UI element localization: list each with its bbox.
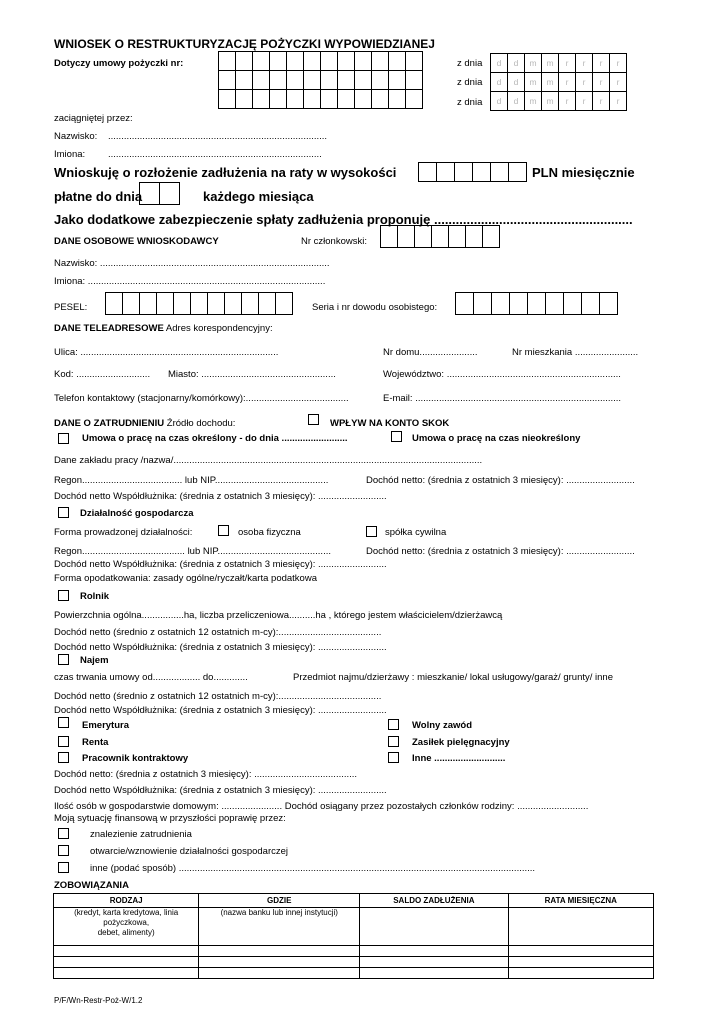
employer-name-field[interactable]: Dane zakładu pracy /nazwa/..................................................................................................................... <box>54 455 483 466</box>
flat-no-field[interactable]: Nr mieszkania ........................ <box>512 347 639 358</box>
freelance-label: Wolny zawód <box>412 720 472 731</box>
id-card-cell[interactable] <box>492 293 510 315</box>
pesel-cell[interactable] <box>106 293 123 315</box>
civil-partnership-label: spółka cywilna <box>385 527 447 538</box>
loan-number-cell[interactable] <box>338 90 355 109</box>
regon-nip-field-1[interactable]: Regon...................................... lub NIP........................................... <box>54 475 329 486</box>
co-borrower-income-2[interactable]: Dochód netto Współdłużnika: (średnia z ostatnich 3 miesięcy): .......................... <box>54 559 387 570</box>
amount-cell[interactable] <box>419 163 437 182</box>
date-cell[interactable]: d <box>508 73 525 92</box>
loan-number-cell[interactable] <box>338 71 355 90</box>
id-card-cell[interactable] <box>546 293 564 315</box>
installment-text: Wnioskuję o rozłożenie zadłużenia na raty w wysokości <box>54 165 397 180</box>
amount-cell[interactable] <box>437 163 455 182</box>
net-income-field-3[interactable]: Dochód netto: (średnia z ostatnich 3 miesięcy): ....................................... <box>54 769 358 780</box>
loan-number-cell[interactable] <box>406 71 423 90</box>
id-card-label: Seria i nr dowodu osobistego: <box>312 302 438 313</box>
date-cell[interactable]: r <box>593 54 610 73</box>
loan-number-cell[interactable] <box>372 52 389 71</box>
pesel-cell[interactable] <box>140 293 157 315</box>
street-field[interactable]: Ulica: ........................................................................... <box>54 347 279 358</box>
obligations-heading: ZOBOWIĄZANIA <box>54 880 129 891</box>
contract-worker-label: Pracownik kontraktowy <box>82 753 189 764</box>
date-cell[interactable]: r <box>593 92 610 111</box>
annuity-checkbox[interactable] <box>58 736 69 747</box>
date-cell[interactable]: m <box>525 54 542 73</box>
fixed-term-checkbox[interactable] <box>58 433 69 444</box>
member-no-label: Nr członkowski: <box>301 236 367 247</box>
farmer-checkbox[interactable] <box>58 590 69 601</box>
lease-checkbox[interactable] <box>58 654 69 665</box>
date-cell[interactable]: d <box>508 54 525 73</box>
names-label: Imiona: <box>54 149 86 160</box>
id-card-cell[interactable] <box>600 293 618 315</box>
date-cell[interactable]: r <box>576 73 593 92</box>
loan-number-cell[interactable] <box>287 71 304 90</box>
amount-cell[interactable] <box>491 163 509 182</box>
loan-number-cell[interactable] <box>406 52 423 71</box>
opt-job-checkbox[interactable] <box>58 828 69 839</box>
id-card-cell[interactable] <box>474 293 492 315</box>
loan-number-cell[interactable] <box>304 71 321 90</box>
co-borrower-income-4[interactable]: Dochód netto Współdłużnika: (średnia z ostatnich 3 miesięcy): .......................... <box>54 705 387 716</box>
contact-heading <box>54 323 273 334</box>
lease-subject: Przedmiot najmu/dzierżawy : mieszkanie/ lokal usługowy/garaż/ grunty/ inne <box>293 672 613 683</box>
pesel-cell[interactable] <box>191 293 208 315</box>
borrower-names-field[interactable]: ................................................................................. <box>108 149 322 160</box>
loan-number-cell[interactable] <box>236 52 253 71</box>
member-no-cell[interactable] <box>398 226 415 248</box>
postcode-field[interactable]: Kod: ............................ <box>54 369 151 380</box>
taken-by-label: zaciągniętej przez: <box>54 113 133 124</box>
date-cell[interactable]: m <box>525 73 542 92</box>
other-income-label[interactable]: Inne ........................... <box>412 753 506 764</box>
date-label-2: z dnia <box>457 77 483 88</box>
member-no-cell[interactable] <box>415 226 432 248</box>
loan-number-cell[interactable] <box>321 71 338 90</box>
income-source-label: Źródło dochodu: <box>166 418 236 429</box>
amount-cell[interactable] <box>509 163 527 182</box>
member-no-cell[interactable] <box>381 226 398 248</box>
loan-number-cell[interactable] <box>389 90 406 109</box>
applicant-surname-field[interactable]: Nazwisko: ....................................................................................... <box>54 258 330 269</box>
phone-field[interactable]: Telefon kontaktowy (stacjonarny/komórkowy):....................................... <box>54 393 349 404</box>
freelance-checkbox[interactable] <box>388 719 399 730</box>
borrower-surname-field[interactable]: ................................................................................... <box>108 131 328 142</box>
pesel-cell[interactable] <box>123 293 140 315</box>
net-income-field-2[interactable]: Dochód netto: (średnia z ostatnich 3 miesięcy): .......................... <box>366 546 635 557</box>
loan-number-cell[interactable] <box>236 71 253 90</box>
member-no-grid[interactable] <box>380 225 500 248</box>
id-card-cell[interactable] <box>582 293 600 315</box>
lease-period-field[interactable]: czas trwania umowy od.................. do............. <box>54 672 248 683</box>
footer-code: P/F/Wn-Restr-Poż-W/1.2 <box>54 996 143 1005</box>
loan-number-cell[interactable] <box>253 90 270 109</box>
contact-heading-title: DANE TELEADRESOWE <box>54 323 164 334</box>
surname-label: Nazwisko: <box>54 131 98 142</box>
business-form-label: Forma prowadzonej działalności: <box>54 527 193 538</box>
pesel-cell[interactable] <box>174 293 191 315</box>
loan-number-cell[interactable] <box>287 90 304 109</box>
id-card-grid[interactable] <box>455 292 618 315</box>
date-cell[interactable]: r <box>610 92 627 111</box>
household-field[interactable]: Ilość osób w gospodarstwie domowym: ....................... Dochód osiągany przez pozostałych członków rodziny: ........................... <box>54 801 589 812</box>
farmer-label: Rolnik <box>80 591 110 602</box>
house-no-field[interactable]: Nr domu...................... <box>383 347 478 358</box>
date-cell[interactable]: r <box>576 54 593 73</box>
farm-area-field[interactable]: Powierzchnia ogólna................ha, liczba przeliczeniowa..........ha , którego jestem właścicielem/dzierżawcą <box>54 610 503 621</box>
loan-number-cell[interactable] <box>253 71 270 90</box>
date-label-3: z dnia <box>457 97 483 108</box>
pension-label: Emerytura <box>82 720 129 731</box>
loan-number-cell[interactable] <box>270 52 287 71</box>
additional-security[interactable]: Jako dodatkowe zabezpieczenie spłaty zadłużenia proponuję ....................................................... <box>54 212 633 227</box>
loan-number-cell[interactable] <box>236 90 253 109</box>
pesel-cell[interactable] <box>157 293 174 315</box>
where-hint: (nazwa banku lub innej instytucji) <box>199 908 360 946</box>
member-no-cell[interactable] <box>483 226 500 248</box>
opt-other-label[interactable]: inne (podać sposób) ....................................................................................................................................... <box>90 863 536 874</box>
loan-number-cell[interactable] <box>321 90 338 109</box>
care-allowance-label: Zasiłek pielęgnacyjny <box>412 737 510 748</box>
opt-business-checkbox[interactable] <box>58 845 69 856</box>
opt-other-checkbox[interactable] <box>58 862 69 873</box>
table-row[interactable] <box>54 968 654 979</box>
natural-person-label: osoba fizyczna <box>238 527 301 538</box>
loan-number-cell[interactable] <box>355 71 372 90</box>
business-checkbox[interactable] <box>58 507 69 518</box>
regon-nip-field-2[interactable]: Regon....................................... lub NIP........................................... <box>54 546 331 557</box>
loan-number-cell[interactable] <box>270 90 287 109</box>
id-card-cell[interactable] <box>528 293 546 315</box>
net-income-12m-field-1[interactable]: Dochód netto (średnio z ostatnich 12 ostatnich m-cy):....................................... <box>54 627 382 638</box>
payable-until-label: płatne do dnia <box>54 189 143 204</box>
loan-number-cell[interactable] <box>219 52 236 71</box>
fixed-term-label: Umowa o pracę na czas określony - do dnia ......................... <box>82 433 348 444</box>
table-row[interactable] <box>54 946 654 957</box>
member-no-cell[interactable] <box>449 226 466 248</box>
pesel-cell[interactable] <box>259 293 276 315</box>
employment-heading <box>54 418 235 429</box>
date-cell[interactable]: d <box>491 92 508 111</box>
loan-number-cell[interactable] <box>253 52 270 71</box>
col-installment: RATA MIESIĘCZNA <box>508 894 653 908</box>
member-no-cell[interactable] <box>466 226 483 248</box>
loan-number-cell[interactable] <box>287 52 304 71</box>
date-cell[interactable]: r <box>593 73 610 92</box>
lease-label: Najem <box>80 655 109 666</box>
loan-number-cell[interactable] <box>219 71 236 90</box>
indefinite-label: Umowa o pracę na czas nieokreślony <box>412 433 581 444</box>
table-row[interactable] <box>54 957 654 968</box>
loan-number-cell[interactable] <box>355 90 372 109</box>
employment-heading-title: DANE O ZATRUDNIENIU <box>54 418 165 429</box>
business-label: Działalność gospodarcza <box>80 508 194 519</box>
opt-job-label: znalezienie zatrudnienia <box>90 829 192 840</box>
net-income-12m-field-2[interactable]: Dochód netto (średnio z ostatnich 12 ostatnich m-cy):....................................... <box>54 691 382 702</box>
co-borrower-income-3[interactable]: Dochód netto Współdłużnika: (średnia z ostatnich 3 miesięcy): .......................... <box>54 642 387 653</box>
date-cell[interactable]: m <box>525 92 542 111</box>
each-month-label: każdego miesiąca <box>203 189 314 204</box>
opt-business-label: otwarcie/wznowienie działalności gospodarczej <box>90 846 289 857</box>
loan-number-cell[interactable] <box>304 90 321 109</box>
id-card-cell[interactable] <box>456 293 474 315</box>
skok-transfer-checkbox[interactable] <box>308 414 319 425</box>
indefinite-checkbox[interactable] <box>391 431 402 442</box>
care-allowance-checkbox[interactable] <box>388 736 399 747</box>
city-field[interactable]: Miasto: ................................................... <box>168 369 336 380</box>
col-balance: SALDO ZADŁUŻENIA <box>360 894 508 908</box>
date-cell[interactable]: d <box>508 92 525 111</box>
date-cell[interactable]: d <box>491 73 508 92</box>
obligations-table <box>53 893 654 979</box>
loan-number-cell[interactable] <box>372 90 389 109</box>
page-title: WNIOSEK O RESTRUKTURYZACJĘ POŻYCZKI WYPOWIEDZIANEJ <box>54 37 435 51</box>
loan-number-cell[interactable] <box>389 52 406 71</box>
col-type: RODZAJ <box>54 894 199 908</box>
pesel-cell[interactable] <box>208 293 225 315</box>
loan-number-cell[interactable] <box>219 90 236 109</box>
date-cell[interactable]: r <box>559 54 576 73</box>
loan-number-cell[interactable] <box>338 52 355 71</box>
id-card-cell[interactable] <box>564 293 582 315</box>
amount-cell[interactable] <box>455 163 473 182</box>
loan-number-cell[interactable] <box>372 71 389 90</box>
applicant-names-field[interactable]: Imiona: .......................................................................................... <box>54 276 326 287</box>
loan-number-cell[interactable] <box>389 71 406 90</box>
table-cell[interactable] <box>360 908 508 946</box>
payment-day-grid[interactable] <box>139 182 180 205</box>
date-cell[interactable]: m <box>542 73 559 92</box>
date-cell[interactable]: d <box>491 54 508 73</box>
id-card-cell[interactable] <box>510 293 528 315</box>
civil-partnership-checkbox[interactable] <box>366 526 377 537</box>
taxation-form: Forma opodatkowania: zasady ogólne/ryczałt/karta podatkowa <box>54 573 317 584</box>
pln-monthly-label: PLN miesięcznie <box>532 165 635 180</box>
co-borrower-income-5[interactable]: Dochód netto Współdłużnika: (średnia z ostatnich 3 miesięcy): .......................... <box>54 785 387 796</box>
date-cell[interactable]: r <box>559 92 576 111</box>
email-field[interactable]: E-mail: .............................................................................. <box>383 393 622 404</box>
other-income-checkbox[interactable] <box>388 752 399 763</box>
net-income-field-1[interactable]: Dochód netto: (średnia z ostatnich 3 miesięcy): .......................... <box>366 475 635 486</box>
pesel-cell[interactable] <box>276 293 293 315</box>
loan-number-cell[interactable] <box>270 71 287 90</box>
date-cell[interactable]: r <box>610 73 627 92</box>
loan-number-cell[interactable] <box>321 52 338 71</box>
amount-cell[interactable] <box>473 163 491 182</box>
installment-amount-grid[interactable] <box>418 162 527 182</box>
voivodeship-field[interactable]: Województwo: .................................................................. <box>383 369 621 380</box>
date-cell[interactable]: r <box>610 54 627 73</box>
skok-transfer-label: WPŁYW NA KONTO SKOK <box>330 418 450 429</box>
loan-number-cell[interactable] <box>406 90 423 109</box>
date-cell[interactable]: r <box>559 73 576 92</box>
pesel-cell[interactable] <box>242 293 259 315</box>
pesel-label: PESEL: <box>54 302 88 313</box>
date-cell[interactable]: r <box>576 92 593 111</box>
pension-checkbox[interactable] <box>58 717 69 728</box>
loan-number-grid[interactable] <box>218 51 423 109</box>
improve-label: Moją sytuację finansową w przyszłości poprawię przez: <box>54 813 286 824</box>
contact-subheading: Adres korespondencyjny: <box>165 323 273 334</box>
member-no-cell[interactable] <box>432 226 449 248</box>
date-cell[interactable]: m <box>542 92 559 111</box>
loan-number-label: Dotyczy umowy pożyczki nr: <box>54 58 184 69</box>
contract-worker-checkbox[interactable] <box>58 752 69 763</box>
annuity-label: Renta <box>82 737 109 748</box>
date-label-1: z dnia <box>457 58 483 69</box>
type-hint: (kredyt, karta kredytowa, linia pożyczkowa, debet, alimenty) <box>54 908 199 946</box>
personal-data-heading: DANE OSOBOWE WNIOSKODAWCY <box>54 236 219 247</box>
pesel-cell[interactable] <box>225 293 242 315</box>
natural-person-checkbox[interactable] <box>218 525 229 536</box>
date-cell[interactable]: m <box>542 54 559 73</box>
col-where: GDZIE <box>199 894 360 908</box>
co-borrower-income-1[interactable]: Dochód netto Współdłużnika: (średnia z ostatnich 3 miesięcy): .......................... <box>54 491 387 502</box>
pesel-grid[interactable] <box>105 292 293 315</box>
loan-number-cell[interactable] <box>355 52 372 71</box>
loan-number-cell[interactable] <box>304 52 321 71</box>
date-grid[interactable] <box>490 53 627 111</box>
table-cell[interactable] <box>508 908 653 946</box>
